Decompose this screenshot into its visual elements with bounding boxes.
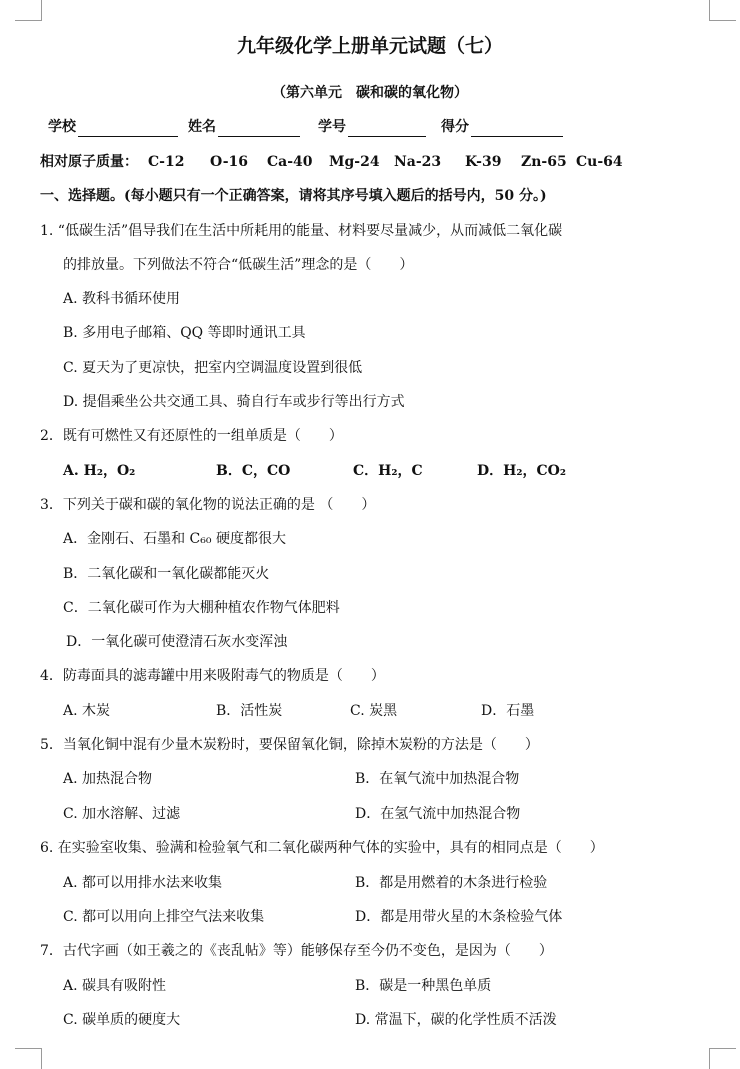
student-number-field[interactable] (318, 117, 426, 137)
question-3-option-c[interactable]: C．二氧化碳可作为大棚种植农作物气体肥料 (63, 600, 340, 616)
question-7-stem: 7．古代字画（如王羲之的《丧乱帖》等）能够保存至今仍不变色，是因为（ ） (40, 943, 553, 959)
page-subtitle: （第六单元 碳和碳的氧化物） (272, 85, 468, 101)
question-4-stem: 4．防毒面具的滤毒罐中用来吸附毒气的物质是（ ） (40, 668, 385, 684)
crop-mark-top-right (709, 0, 736, 21)
question-1-option-d[interactable]: D. 提倡乘坐公共交通工具、骑自行车或步行等出行方式 (63, 394, 405, 410)
question-7-option-a[interactable]: A. 碳具有吸附性 (63, 978, 167, 994)
question-2-stem: 2．既有可燃性又有还原性的一组单质是（ ） (40, 428, 343, 444)
atomic-mass-line (40, 152, 623, 172)
question-5-stem: 5．当氧化铜中混有少量木炭粉时，要保留氧化铜，除掉木炭粉的方法是（ ） (40, 737, 539, 753)
question-1-option-a[interactable]: A. 教科书循环使用 (63, 291, 181, 307)
name-label: 姓名 (188, 119, 216, 135)
question-3-stem: 3．下列关于碳和碳的氧化物的说法正确的是 （ ） (40, 497, 376, 513)
question-5-option-b[interactable]: B．在氧气流中加热混合物 (355, 771, 520, 787)
question-1-stem-continued: 的排放量。下列做法不符合“低碳生活”理念的是（ ） (63, 257, 414, 273)
student-number-blank[interactable] (348, 120, 426, 137)
question-5-option-d[interactable]: D．在氢气流中加热混合物 (355, 806, 521, 822)
atomic-mass-item: C-12 (148, 154, 185, 170)
question-6-option-a[interactable]: A. 都可以用排水法来收集 (63, 875, 223, 891)
atomic-mass-item: Mg-24 (329, 154, 380, 170)
question-1-option-c[interactable]: C. 夏天为了更凉快，把室内空调温度设置到很低 (63, 360, 363, 376)
name-blank[interactable] (218, 120, 300, 137)
crop-mark-top-left (15, 0, 42, 21)
atomic-mass-item: Na-23 (394, 154, 442, 170)
school-label: 学校 (48, 119, 76, 135)
name-field[interactable] (188, 117, 300, 137)
question-3-option-b[interactable]: B．二氧化碳和一氧化碳都能灭火 (63, 566, 270, 582)
atomic-mass-item: Ca-40 (267, 154, 313, 170)
question-7-option-c[interactable]: C. 碳单质的硬度大 (63, 1012, 181, 1028)
question-3-option-a[interactable]: A．金刚石、石墨和 C₆₀ 硬度都很大 (63, 531, 286, 547)
crop-mark-bottom-left (15, 1048, 42, 1069)
question-4-option-c[interactable]: C. 炭黑 (350, 703, 398, 719)
score-blank[interactable] (471, 120, 563, 137)
question-1-stem: 1. “低碳生活”倡导我们在生活中所耗用的能量、材料要尽量减少，从而减低二氧化碳 (40, 223, 563, 239)
question-3-option-d[interactable]: D．一氧化碳可使澄清石灰水变浑浊 (66, 634, 288, 650)
section-heading: 一、选择题。(每小题只有一个正确答案，请将其序号填入题后的括号内，50 分。) (40, 188, 547, 204)
question-2-option-b[interactable]: B．C，CO (216, 463, 291, 479)
question-2-option-c[interactable]: C．H₂，C (353, 463, 423, 479)
question-6-option-c[interactable]: C. 都可以用向上排空气法来收集 (63, 909, 265, 925)
question-5-option-c[interactable]: C. 加水溶解、过滤 (63, 806, 181, 822)
school-field[interactable] (48, 117, 178, 137)
question-7-option-b[interactable]: B．碳是一种黑色单质 (355, 978, 492, 994)
atomic-mass-label: 相对原子质量： (40, 154, 138, 170)
atomic-mass-item: O-16 (210, 154, 249, 170)
score-label: 得分 (441, 119, 469, 135)
question-6-stem: 6. 在实验室收集、验满和检验氧气和二氧化碳两种气体的实验中，具有的相同点是（ ） (40, 840, 604, 856)
question-4-option-b[interactable]: B．活性炭 (216, 703, 283, 719)
question-4-option-d[interactable]: D．石墨 (481, 703, 535, 719)
school-blank[interactable] (78, 120, 178, 137)
question-4-option-a[interactable]: A. 木炭 (63, 703, 111, 719)
atomic-mass-item: Cu-64 (576, 154, 623, 170)
question-5-option-a[interactable]: A. 加热混合物 (63, 771, 153, 787)
crop-mark-bottom-right (709, 1048, 736, 1069)
score-field[interactable] (441, 117, 563, 137)
question-6-option-d[interactable]: D．都是用带火星的木条检验气体 (355, 909, 563, 925)
page-title: 九年级化学上册单元试题（七） (236, 35, 503, 57)
question-2-option-a[interactable]: A. H₂，O₂ (63, 463, 136, 479)
question-1-option-b[interactable]: B. 多用电子邮箱、QQ 等即时通讯工具 (63, 325, 306, 341)
question-6-option-b[interactable]: B．都是用燃着的木条进行检验 (355, 875, 548, 891)
question-7-option-d[interactable]: D. 常温下，碳的化学性质不活泼 (355, 1012, 557, 1028)
atomic-mass-item: Zn-65 (521, 154, 567, 170)
student-number-label: 学号 (318, 119, 346, 135)
question-2-option-d[interactable]: D．H₂，CO₂ (477, 463, 566, 479)
atomic-mass-item: K-39 (465, 154, 502, 170)
